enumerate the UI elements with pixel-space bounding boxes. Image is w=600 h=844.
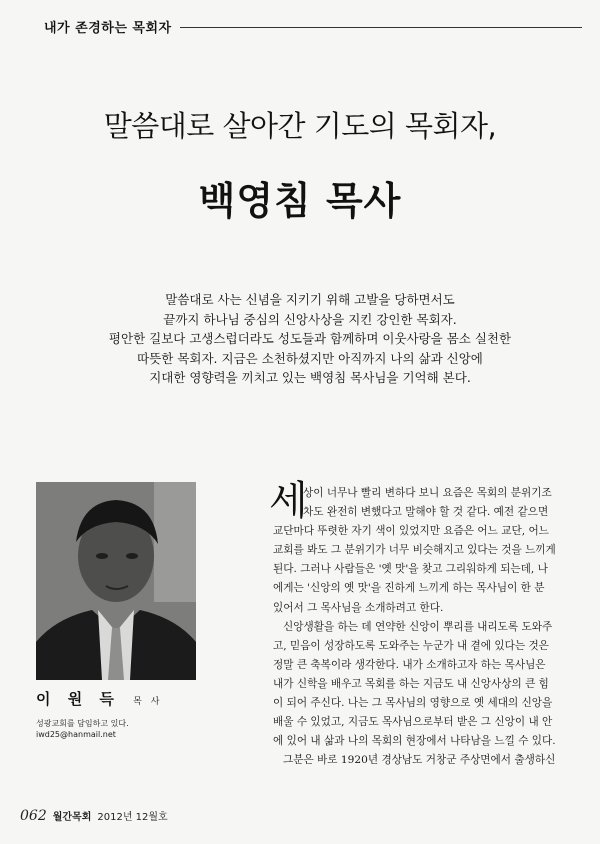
page-footer	[20, 808, 168, 824]
issue-date: 2012년 12월호	[97, 812, 168, 823]
drop-cap: 세	[269, 478, 308, 524]
body-line: 차도 완전히 변했다고 말해야 할 것 같다. 예전 같으면	[303, 506, 549, 519]
intro-line: 지대한 영향력을 끼치고 있는 백영침 목사님을 기억해 본다.	[149, 370, 471, 385]
author-role: 목 사	[133, 697, 163, 707]
publication-name: 월간목회	[52, 812, 92, 823]
section-label: 내가 존경하는 목회자	[44, 20, 172, 36]
article-body	[269, 478, 573, 770]
intro-line: 따뜻한 목회자. 지금은 소천하셨지만 아직까지 나의 삶과 신앙에	[137, 350, 483, 366]
intro-line: 말씀대로 사는 신념을 지키기 위해 고발을 당하면서도	[165, 292, 455, 307]
body-line: 교회를 봐도 그 분위기가 너무 비슷해지고 있다는 것을 느끼게	[273, 544, 556, 557]
body-line: 배울 수 있었고, 지금도 목사님으로부터 받은 그 신앙이 내 안	[273, 716, 553, 729]
intro-line: 끝까지 하나님 중심의 신앙사상을 지킨 강인한 목회자.	[163, 311, 457, 327]
section-rule	[180, 27, 582, 28]
body-line: 고, 믿음이 성장하도록 도와주는 누군가 내 곁에 있다는 것은	[273, 639, 549, 652]
body-paragraph-2	[273, 618, 573, 752]
body-line: 이 되어 주신다. 나는 그 목사님의 영향으로 옛 세대의 신앙을	[273, 697, 553, 710]
body-line: 에 있어 내 삶과 나의 목회의 현장에서 나타남을 느낄 수 있다.	[273, 735, 556, 748]
body-line: 에게는 '신앙의 옛 맛'을 진하게 느끼게 하는 목사님이 한 분	[273, 582, 545, 595]
section-header	[44, 16, 582, 36]
page-number: 062	[20, 808, 47, 824]
body-line: 상이 너무나 빨리 변하다 보니 요즘은 목회의 분위기조	[303, 487, 552, 499]
article-subject-name: 백영침 목사	[198, 179, 402, 223]
body-line: 내가 신학을 배우고 목회를 하는 지금도 내 신앙사상의 큰 힘	[273, 677, 549, 690]
intro-lead	[90, 290, 530, 388]
author-affiliation: 성광교회를 담임하고 있다.	[36, 719, 129, 728]
author-note	[36, 718, 201, 740]
body-paragraph-3	[273, 751, 573, 770]
author-name-text: 이 원 득	[36, 690, 120, 708]
body-line: 교단마다 뚜렷한 자기 색이 있었지만 요즘은 어느 교단, 어느	[273, 525, 549, 538]
body-paragraph-1	[269, 478, 573, 618]
author-email: iwd25@hanmail.net	[36, 730, 116, 739]
author-name	[36, 688, 162, 709]
body-line: 그분은 바로 1920년 경상남도 거창군 주상면에서 출생하신	[283, 754, 556, 767]
body-line: 정말 큰 축복이라 생각한다. 내가 소개하고자 하는 목사님은	[273, 658, 546, 671]
body-line: 된다. 그러나 사람들은 '옛 맛'을 찾고 그리워하게 되는데, 나	[273, 563, 548, 576]
author-photo	[36, 482, 196, 680]
article-title: 말씀대로 살아간 기도의 목회자,	[103, 109, 497, 143]
body-line: 있어서 그 목사님을 소개하려고 한다.	[273, 601, 444, 614]
intro-line: 평안한 길보다 고생스럽더라도 성도들과 함께하며 이웃사랑을 몸소 실천한	[108, 331, 512, 346]
body-line: 신앙생활을 하는 데 연약한 신앙이 뿌리를 내리도록 도와주	[283, 620, 553, 633]
